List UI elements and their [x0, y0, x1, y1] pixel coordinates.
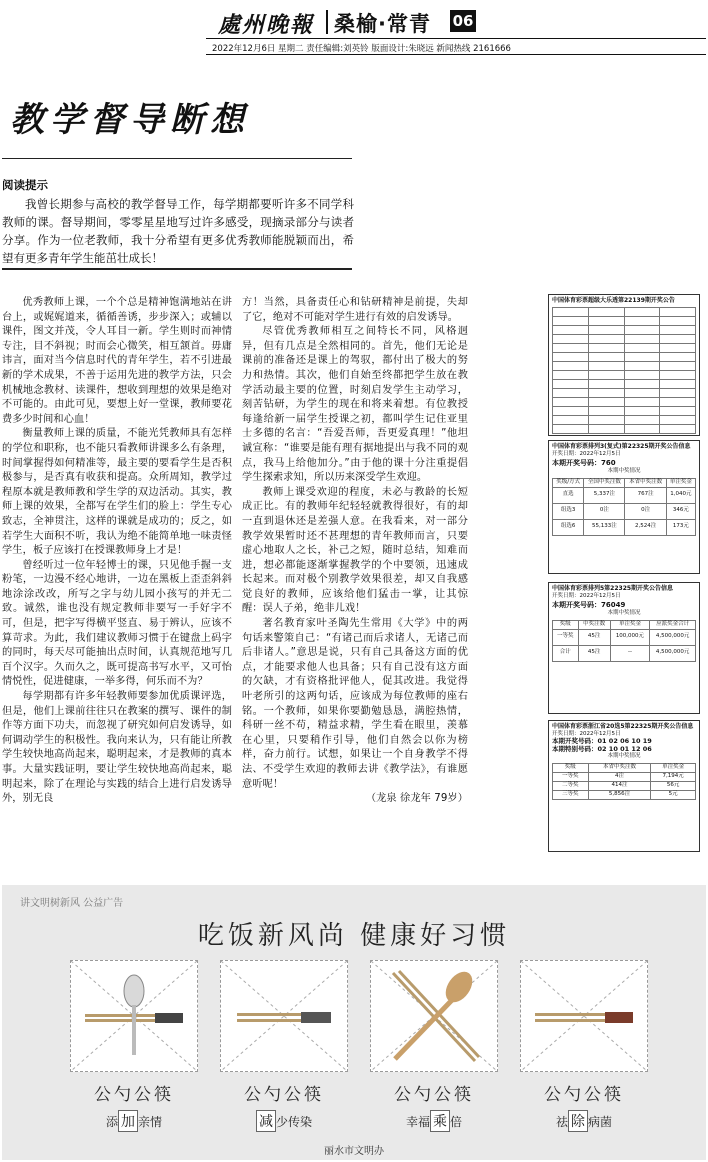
ad-title: 吃饭新风尚 健康好习惯 [197, 921, 511, 951]
intro-text [2, 195, 354, 267]
lottery-table [552, 307, 696, 434]
caption-highlight: 加 [118, 1110, 138, 1132]
author-signature: （龙泉 徐龙年 79岁） [365, 793, 468, 805]
caption-text: 祛 [555, 1115, 568, 1129]
newspaper-name: 處州晚報 [218, 12, 315, 38]
ad-caption [64, 1110, 204, 1132]
section-name: 桑榆·常青 [334, 12, 431, 36]
lottery-title: 中国体育彩票排列3(复式)第22325期开奖公告信息 [552, 443, 691, 450]
caption-text: 倍 [450, 1115, 463, 1129]
table-cell: 4,500,000元 [650, 629, 696, 645]
table-cell: 二等奖 [553, 781, 589, 790]
ad-panel-1 [70, 960, 198, 1072]
table-header-cell: 全国中奖注数 [584, 478, 625, 487]
paragraph: 著名教育家叶圣陶先生常用《大学》中的两句话来警策自己：“有诸己而后求诸人，无诸己而后非诸人。”意思是说，只有自己具备这方面的优点，才能要求他人也具备；只有自己没有这方面的欠缺，才有资格批评他人，促其改进。我觉得叶老所引的这两句话，应该成为每位教师的座右铭。一个教师，如果你要勤勉恳恳，满腔热情，科研一丝不苟，精益求精，学生看在眼里，羡慕在心里，只要稍作引导，他们自然会以你为榜样，奋力前行。试想，如果让一个自身教学不得法、不受学生欢迎的教师去讲《教学法》，有谁愿意听呢！ [242, 618, 468, 790]
lottery-line: 本期开奖号码：01 02 06 10 19 [552, 737, 652, 745]
caption-highlight: 除 [568, 1110, 588, 1132]
table-header-cell: 单注奖金 [610, 620, 650, 629]
table-cell: 100,000元 [610, 629, 650, 645]
table-cell: 合计 [553, 645, 579, 661]
table-cell: 2,524注 [625, 519, 666, 535]
masthead-divider [326, 10, 328, 34]
lottery-box-superlotto [548, 294, 700, 436]
table-header-cell: 中奖注数 [578, 620, 610, 629]
table-cell: 767注 [625, 487, 666, 503]
lottery-box-20x5 [548, 720, 700, 852]
paragraph: 方！当然，具备责任心和钻研精神是前提，失却了它，绝对不可能对学生进行有效的启发诱导。 [242, 297, 468, 323]
lottery-line: 开奖日期：2022年12月5日 [552, 592, 621, 599]
table-cell: 5,337注 [584, 487, 625, 503]
table-cell: 组选3 [553, 503, 584, 519]
table-cell: 45注 [578, 645, 610, 661]
lottery-table [552, 478, 696, 536]
crossed-utensils-icon [371, 961, 497, 1071]
paragraph: 衡量教师上课的质量，不能光凭教师具有怎样的学位和职称，也不能只看教师讲课多么有条理，时间掌握得如何精准等，最主要的要看学生是否积极参与，是否真有收获和提高。众所周知，教学过程原本就是教师教和学生学的双边活动。其实，教师上课的效果，全都写在学生们的脸上：学生专心致志，全神贯注，这样的课就是成功的；反之，如若学生大面积不听，我认为绝不能简单地一味责怪学生，板子应该打在授课教师身上才是！ [2, 428, 232, 557]
table-header-cell: 奖级 [553, 763, 589, 772]
caption-text: 幸福 [405, 1115, 430, 1129]
ad-panel-3 [370, 960, 498, 1072]
ad-panel-4 [520, 960, 648, 1072]
lottery-subheading: 本期中奖情况 [607, 753, 641, 759]
ad-slogan: 公勺公筷 [244, 1085, 324, 1105]
intro-rule [2, 268, 352, 270]
table-cell: 7,194元 [651, 772, 696, 781]
article-column-2 [242, 296, 468, 807]
table-cell: 414注 [588, 781, 651, 790]
table-cell: 组选6 [553, 519, 584, 535]
masthead-rule-bottom [206, 54, 706, 55]
ad-slogan: 公勺公筷 [94, 1085, 174, 1105]
spoon-chopsticks-icon [71, 961, 197, 1071]
lottery-table [552, 763, 696, 800]
masthead-rule [206, 38, 706, 39]
ad-caption [364, 1110, 504, 1132]
ad-caption [214, 1110, 354, 1132]
table-cell: 0注 [625, 503, 666, 519]
table-cell: 一等奖 [553, 629, 579, 645]
table-header-cell: 奖级 [553, 620, 579, 629]
lottery-table [552, 620, 696, 662]
lottery-title: 中国体育彩票浙江省20选5第22325期开奖公告信息 [552, 723, 694, 730]
table-cell: 直选 [553, 487, 584, 503]
intro-heading: 阅读提示 [2, 178, 48, 192]
table-cell: 三等奖 [553, 790, 589, 799]
article-title: 教学督导断想 [10, 100, 250, 140]
table-cell: -- [610, 645, 650, 661]
caption-text: 亲情 [138, 1115, 163, 1129]
table-header-cell: 应派奖金合计 [650, 620, 696, 629]
dateline: 2022年12月6日 星期二 责任编辑:刘英铃 版面设计:朱晓远 新闻热线 2161666 [212, 44, 511, 54]
lottery-line: 本期特别号码：02 10 01 12 06 [552, 744, 652, 753]
table-cell: 5元 [651, 790, 696, 799]
lottery-line: 开奖日期：2022年12月5日 [552, 730, 621, 737]
paragraph: 优秀教师上课，一个个总是精神饱满地站在讲台上，或娓娓道来，循循善诱，步步深入；或辅以课件，图文并茂，令人耳目一新。学生则时而神情专注，目不斜视；时而会心微笑，相互颔首。毋庸讳言，面对当今信息时代的青年学生，若不引进最新的学术成果，不善于运用先进的教学方法，只会机械地念教材、读课件，想收到理想的效果是绝对不可能的。由此可见，要想上好一堂课，教师要花费多少时间和心血！ [2, 297, 232, 425]
paragraph: 曾经听过一位年轻博士的课，只见他手握一支粉笔，一边漫不经心地讲，一边在黑板上歪歪斜斜地涂涂改改，所写之字与幼儿园小孩写的并无二致。诚然，谁也没有规定教师非要写一手好字不可，但是，把字写得横平竖直、易于辨认，应该不算苛求。为此，我们建议教师习惯于在键盘上码字的同时，每天尽可能抽出点时间，认真规范地写几百个汉字。久而久之，既可提高书写水平，又可怡情悦性，促进健康，一举多得，何乐而不为？ [2, 559, 232, 688]
table-cell: 5,856注 [588, 790, 651, 799]
table-cell: 173元 [666, 519, 695, 535]
caption-text: 添 [105, 1115, 118, 1129]
lottery-box-pl3 [548, 440, 700, 574]
table-header-cell: 本省中奖注数 [625, 478, 666, 487]
table-header-cell: 单注奖金 [666, 478, 695, 487]
title-rule [2, 158, 352, 159]
article-column-1 [2, 296, 232, 807]
lottery-box-pl5 [548, 582, 700, 714]
paragraph: 教师上课受欢迎的程度，未必与教龄的长短成正比。有的教师年纪轻轻就教得很好，有的却一直到退休还是差强人意。在我看来，对一部分教学效果暂时还不甚理想的青年教师而言，只要虚心地取人之长，补己之短，随时总结，知难而进，想必都能逐渐掌握教学的个中要领，迅速成长起来。而对极个别教学效果很差，却又自我感觉良好的教师，应该给他们猛击一掌，让其惊醒：误人子弟，绝非儿戏！ [242, 486, 468, 615]
lottery-subheading: 本期中奖情况 [607, 610, 641, 616]
lottery-line: 开奖日期：2022年12月5日 [552, 450, 621, 457]
table-cell: 56元 [651, 781, 696, 790]
lottery-title: 中国体育彩票超级大乐透第22139期开奖公告 [552, 297, 675, 304]
page-number: 06 [450, 10, 476, 32]
lottery-title: 中国体育彩票排列5第22325期开奖公告信息 [552, 585, 674, 592]
chopsticks-icon [221, 961, 347, 1071]
lottery-line: 本期开奖号码：76049 [552, 601, 626, 609]
table-cell: 0注 [584, 503, 625, 519]
table-cell: 1,040元 [666, 487, 695, 503]
intro-paragraph: 我曾长期参与高校的教学督导工作，每学期都要听许多不同学科教师的课。督导期间，零零星星地写过许多感受，现摘录部分与读者分享。作为一位老教师，我十分希望有更多优秀教师能脱颖而出，希望有更多青年学生能茁壮成长！ [2, 197, 354, 265]
caption-text: 病菌 [588, 1115, 613, 1129]
table-cell: 346元 [666, 503, 695, 519]
table-cell: 一等奖 [553, 772, 589, 781]
ad-label: 讲文明树新风 公益广告 [20, 898, 124, 909]
table-header-cell: 单注奖金 [651, 763, 696, 772]
caption-highlight: 乘 [430, 1110, 450, 1132]
ad-panel-2 [220, 960, 348, 1072]
table-header-cell: 本省中奖注数 [588, 763, 651, 772]
paragraph: 尽管优秀教师相互之间特长不同，风格迥异，但有几点是全然相同的。首先，他们无论是课前的准备还是课上的驾驭，都付出了极大的努力和热情。其次，他们自始至终都把学生放在教学活动最主要的位置，时刻启发学生主动学习，刻苦钻研，为学生的现在和将来着想。有位教授每逢给新一届学生授课之初，都叫学生记住亚里士多德的名言：“吾爱吾师，吾更爱真理！”他坦诚宣称：“谁要是能有理有据地提出与我不同的观点，我马上给他加分。”由于他的课十分注重提倡学生探索求知，所以历来深受学生欢迎。 [242, 326, 468, 484]
caption-highlight: 减 [256, 1110, 276, 1132]
ad-caption [514, 1110, 654, 1132]
ad-sponsor: 丽水市文明办 [324, 1146, 384, 1157]
lottery-subheading: 本期中奖情况 [607, 468, 641, 474]
ad-slogan: 公勺公筷 [394, 1085, 474, 1105]
lottery-line: 本期开奖号码：760 [552, 459, 616, 467]
table-cell: 4注 [588, 772, 651, 781]
caption-text: 少传染 [275, 1115, 312, 1129]
table-cell: 45注 [578, 629, 610, 645]
paragraph: 每学期都有许多年轻教师要参加优质课评选，但是，他们上课前往往只在教案的撰写、课件的制作等方面下功夫，而忽视了研究如何启发诱导，如何调动学生的积极性。我向来认为，只有能让所教学生较快地高尚起来，聪明起来，才是教师的真本事。大量实践证明，要让学生较快地高尚起来，聪明起来，除了在理论与实践的结合上进行启发诱导外，别无良 [2, 691, 232, 805]
table-cell: 55,133注 [584, 519, 625, 535]
table-cell: 4,500,000元 [650, 645, 696, 661]
ad-slogan: 公勺公筷 [544, 1085, 624, 1105]
table-header-cell: 奖级/方式 [553, 478, 584, 487]
chopsticks-icon [521, 961, 647, 1071]
